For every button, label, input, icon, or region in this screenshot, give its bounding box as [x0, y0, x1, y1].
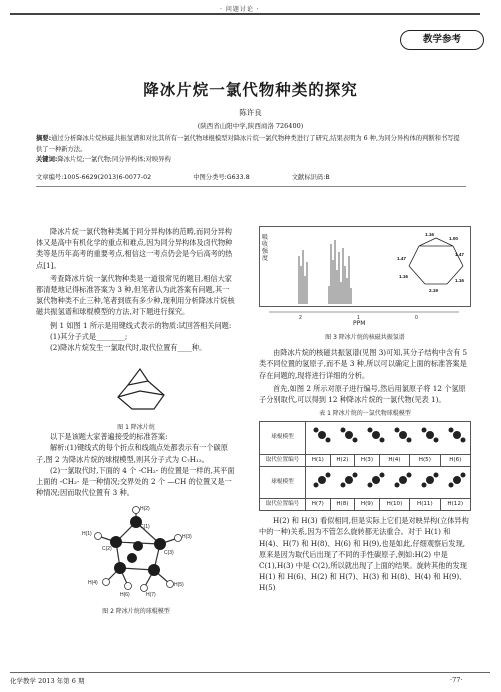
- table-cell: H(7): [306, 499, 331, 511]
- table-cell: H(3): [355, 454, 380, 466]
- table-cell: H(8): [330, 499, 355, 511]
- figure-3-caption: 图 3 降冰片烷的核磁共振氢谱: [325, 334, 405, 341]
- paragraph: 首先,如图 2 所示对原子进行编号,然后用氯原子将 12 个氢原子分别取代,可以得到 12 种降冰片烷的一氯代物(见表 1)。: [259, 383, 466, 405]
- column-badge: 教学参考: [400, 30, 484, 50]
- paragraph: 以下是该题大家普遍接受的标准答案:: [50, 432, 168, 442]
- article-author: 陈许良: [239, 108, 262, 117]
- document-code: 文献标识码:B: [291, 174, 330, 181]
- header-rule: [10, 13, 480, 15]
- paragraph: (2)一氯取代时,下面的 4 个 -CH₂- 的位置是一样的,其平面上面的 -CH₂- 是一种情况;交界处的 2 个 —CH 的位置又是一种情况;因而取代位置有 3 种。: [36, 465, 235, 498]
- paragraph: 解析:(1)键线式的每个折点和线端点处都表示有一个碳原子,图 2 为降冰片烷的球棍模型,则其分子式为 C₇H₁₂。: [36, 443, 228, 464]
- table-row: [260, 454, 471, 466]
- table-1-caption: 表 1 降冰片烷的一氯代物球棍模型: [319, 410, 411, 418]
- table-cell: H(11): [410, 499, 440, 511]
- abstract: [36, 134, 466, 166]
- paragraph: H(2) 和 H(3) 看似相同,但是实际上它们是对映异构(立体异构中的一种)关系,因为不管怎么旋转都无法重合。对于 H(1) 和 H(4)、H(7) 和 H(8)、H(6) 和 H(9),也是如此,仔细观察后发现,原来是因为取代后出现了不同的手性碳原子,例如:H(2) 中是 C(1),H(3) 中是 C(2),所以就出现了上面的结果。旋转其他的发现 H(1) 和 H(6)、H(2) 和 H(7)、H(3) 和 H(8)、H(4) 和 H(9)、H(5): [259, 516, 469, 593]
- fig2-label: H(7): [146, 592, 156, 599]
- example-question: 例 1 如图 1 所示是用键线式表示的物质:试回答相关问题:: [50, 320, 232, 330]
- table-row-label: 取代位置编号: [260, 499, 306, 511]
- ball-and-stick-model: [36, 502, 236, 602]
- table-cell: H(4): [379, 454, 409, 466]
- question-1: (1)其分子式是________;: [50, 331, 128, 341]
- fig2-label: H(5): [174, 582, 184, 589]
- table-cell: H(6): [440, 454, 470, 466]
- model-strip: [306, 422, 471, 454]
- fig2-label: H(2): [140, 506, 150, 513]
- figure-2-caption: 图 2 降冰片烷的球棍模型: [102, 607, 170, 615]
- shift-label: 1.47: [397, 256, 406, 261]
- figure-1-caption: 图 1 降冰片烷: [117, 424, 155, 432]
- x-tick: 2: [299, 315, 302, 320]
- substitution-table: [259, 421, 471, 511]
- norbornane-skeletal-icon: [36, 357, 236, 419]
- fig2-label: H(1): [82, 531, 92, 538]
- section-header: · 问题讨论 ·: [220, 6, 260, 13]
- y-axis-label: 吸收强度: [262, 234, 269, 262]
- fig2-label: C(3): [164, 550, 174, 557]
- shift-label: 1.16: [399, 274, 408, 279]
- x-tick: 1: [357, 315, 360, 320]
- ball-and-stick-strip-icon: [308, 422, 468, 448]
- table-cell: H(12): [440, 499, 470, 511]
- table-row-label: 球棍模型: [260, 466, 306, 498]
- shift-label: 2.19: [429, 288, 438, 293]
- table-row: [260, 466, 471, 498]
- figure-3: [259, 226, 471, 330]
- article-affiliation: (陕西省山阳中学,陕西商洛 726400): [197, 122, 304, 130]
- figure-1: [36, 357, 236, 432]
- shift-label: 1.47: [455, 252, 464, 257]
- table-cell: H(5): [410, 454, 440, 466]
- question-2: (2)降冰片烷发生一氯取代时,取代位置有____种。: [50, 343, 207, 353]
- table-row-label: 球棍模型: [260, 422, 306, 454]
- table-cell: H(1): [306, 454, 331, 466]
- fig2-label: C(2): [102, 546, 112, 553]
- left-column: [36, 226, 236, 614]
- article-title: 降冰片烷一氯代物种类的探究: [143, 81, 358, 99]
- table-row-label: 取代位置编号: [260, 454, 306, 466]
- page-number: ·77·: [450, 676, 463, 684]
- abstract-label: 摘要:: [36, 135, 52, 142]
- footer-rule: [10, 672, 490, 673]
- table-cell: H(10): [379, 499, 409, 511]
- paragraph: 由降冰片烷的核磁共振氢谱(见图 3)可知,其分子结构中含有 5 类不同位置的氢原子,而不是 3 种,所以可以确定上面的标准答案是存在问题的,现将进行详细的分析。: [259, 348, 468, 380]
- ball-and-stick-strip-icon: [308, 467, 468, 493]
- shift-label: 1.00: [449, 236, 458, 241]
- right-column: [259, 332, 471, 594]
- keywords-text: 降冰片烷;一氯代物;同分异构体;对映异构: [57, 156, 171, 163]
- table-row: [260, 422, 471, 454]
- figure-2: [36, 502, 236, 614]
- paragraph: 考查降冰片烷一氯代物种类是一道很常见的题目,相信大家都清楚地记得标准答案为 3 种,但笔者认为此答案有问题,其一氯代物种类不止三种,笔者到底有多少种,现利用分析降冰片烷核磁共振氢谱和球棍模型的方法,对下题进行探究。: [36, 273, 235, 317]
- nmr-spectrum: [259, 226, 471, 320]
- fig2-label: H(3): [182, 534, 192, 541]
- model-strip: [306, 466, 471, 498]
- fig2-label: H(6): [120, 592, 130, 599]
- shift-label: 1.16: [425, 232, 434, 237]
- clc-number: 中图分类号:G633.8: [193, 174, 250, 181]
- keywords-label: 关键词:: [36, 156, 58, 163]
- journal-footer: 化学教学 2013 年第 6 期: [10, 677, 85, 685]
- meta-divider: [36, 186, 466, 187]
- x-axis-label: PPM: [353, 320, 366, 327]
- paragraph: 降冰片烷一氯代物种类属于同分异构体的范畴,而同分异构体又是高中有机化学的重点和难点,因为同分异构体及卤代物种类等是历年高考的重要考点,相信这一考点仍会是今后高考的热点[1]。: [36, 227, 233, 270]
- table-cell: H(2): [330, 454, 355, 466]
- x-tick: 0: [415, 315, 418, 320]
- abstract-text: 通过分析降冰片烷核磁共振氢谱和对比其所有一氯代物球棍模型对降冰片烷一氯代物种类进行了研究,结果表明为 6 种,为同分异构体的判断和书写提供了一种新方法。: [36, 135, 460, 153]
- shift-label: 1.16: [455, 278, 464, 283]
- fig2-label: H(4): [88, 580, 98, 587]
- table-row: [260, 499, 471, 511]
- article-meta: [36, 172, 466, 181]
- table-cell: H(9): [355, 499, 380, 511]
- article-number: 文章编号:1005-6629(2013)6-0077-02: [36, 174, 152, 181]
- fig2-label: C(1): [140, 524, 150, 531]
